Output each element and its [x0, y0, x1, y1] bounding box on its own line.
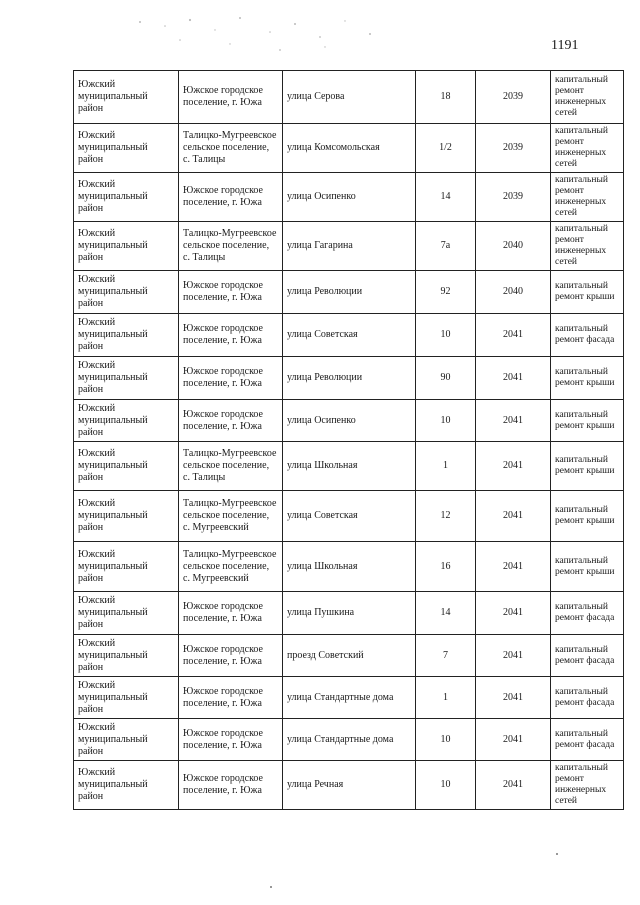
year-cell: 2039	[476, 71, 551, 124]
street-cell: улица Пушкина	[283, 592, 416, 635]
street-cell: улица Стандартные дома	[283, 677, 416, 719]
year-cell: 2041	[476, 761, 551, 810]
year-cell: 2039	[476, 124, 551, 173]
work-type-cell: капитальный ремонт фасада	[551, 719, 624, 761]
table-body	[74, 71, 624, 810]
table-row	[74, 271, 624, 314]
year-cell: 2041	[476, 635, 551, 677]
year-cell: 2041	[476, 719, 551, 761]
street-cell: улица Советская	[283, 314, 416, 357]
settlement-cell: Южское городское поселение, г. Южа	[179, 71, 283, 124]
house-number-cell: 92	[416, 271, 476, 314]
work-type-cell: капитальный ремонт инженерных сетей	[551, 124, 624, 173]
settlement-cell: Южское городское поселение, г. Южа	[179, 314, 283, 357]
house-number-cell: 10	[416, 314, 476, 357]
street-cell: улица Советская	[283, 491, 416, 542]
district-cell: Южский муниципальный район	[74, 71, 179, 124]
table-row	[74, 542, 624, 592]
street-cell: улица Революции	[283, 357, 416, 400]
year-cell: 2041	[476, 592, 551, 635]
table-row	[74, 314, 624, 357]
table-row	[74, 761, 624, 810]
district-cell: Южский муниципальный район	[74, 442, 179, 491]
year-cell: 2041	[476, 677, 551, 719]
district-cell: Южский муниципальный район	[74, 635, 179, 677]
house-number-cell: 14	[416, 173, 476, 222]
scan-speck	[556, 853, 558, 855]
work-type-cell: капитальный ремонт крыши	[551, 400, 624, 442]
street-cell: улица Школьная	[283, 442, 416, 491]
house-number-cell: 1	[416, 442, 476, 491]
table-row	[74, 71, 624, 124]
year-cell: 2041	[476, 491, 551, 542]
repair-schedule-table	[73, 70, 624, 810]
work-type-cell: капитальный ремонт крыши	[551, 271, 624, 314]
year-cell: 2040	[476, 222, 551, 271]
district-cell: Южский муниципальный район	[74, 719, 179, 761]
house-number-cell: 16	[416, 542, 476, 592]
work-type-cell: капитальный ремонт крыши	[551, 357, 624, 400]
table-row	[74, 491, 624, 542]
district-cell: Южский муниципальный район	[74, 677, 179, 719]
table-row	[74, 635, 624, 677]
house-number-cell: 90	[416, 357, 476, 400]
house-number-cell: 10	[416, 761, 476, 810]
year-cell: 2041	[476, 357, 551, 400]
work-type-cell: капитальный ремонт инженерных сетей	[551, 761, 624, 810]
page-number: 1191	[551, 38, 579, 53]
district-cell: Южский муниципальный район	[74, 761, 179, 810]
street-cell: улица Комсомольская	[283, 124, 416, 173]
street-cell: улица Речная	[283, 761, 416, 810]
district-cell: Южский муниципальный район	[74, 400, 179, 442]
settlement-cell: Южское городское поселение, г. Южа	[179, 592, 283, 635]
house-number-cell: 10	[416, 400, 476, 442]
work-type-cell: капитальный ремонт крыши	[551, 491, 624, 542]
settlement-cell: Южское городское поселение, г. Южа	[179, 761, 283, 810]
table-row	[74, 222, 624, 271]
table-row	[74, 719, 624, 761]
table-row	[74, 357, 624, 400]
settlement-cell: Южское городское поселение, г. Южа	[179, 173, 283, 222]
settlement-cell: Талицко-Мугреевское сельское поселение, с. Мугреевский	[179, 542, 283, 592]
house-number-cell: 7а	[416, 222, 476, 271]
year-cell: 2041	[476, 400, 551, 442]
work-type-cell: капитальный ремонт фасада	[551, 635, 624, 677]
house-number-cell: 1	[416, 677, 476, 719]
year-cell: 2040	[476, 271, 551, 314]
house-number-cell: 10	[416, 719, 476, 761]
settlement-cell: Южское городское поселение, г. Южа	[179, 400, 283, 442]
street-cell: улица Революции	[283, 271, 416, 314]
district-cell: Южский муниципальный район	[74, 491, 179, 542]
street-cell: улица Стандартные дома	[283, 719, 416, 761]
work-type-cell: капитальный ремонт крыши	[551, 542, 624, 592]
settlement-cell: Талицко-Мугреевское сельское поселение, с. Мугреевский	[179, 491, 283, 542]
year-cell: 2039	[476, 173, 551, 222]
work-type-cell: капитальный ремонт крыши	[551, 442, 624, 491]
house-number-cell: 18	[416, 71, 476, 124]
settlement-cell: Талицко-Мугреевское сельское поселение, с. Талицы	[179, 124, 283, 173]
settlement-cell: Южское городское поселение, г. Южа	[179, 635, 283, 677]
district-cell: Южский муниципальный район	[74, 357, 179, 400]
work-type-cell: капитальный ремонт фасада	[551, 677, 624, 719]
house-number-cell: 1/2	[416, 124, 476, 173]
street-cell: проезд Советский	[283, 635, 416, 677]
district-cell: Южский муниципальный район	[74, 542, 179, 592]
district-cell: Южский муниципальный район	[74, 222, 179, 271]
settlement-cell: Южское городское поселение, г. Южа	[179, 357, 283, 400]
street-cell: улица Школьная	[283, 542, 416, 592]
district-cell: Южский муниципальный район	[74, 314, 179, 357]
table-row	[74, 442, 624, 491]
work-type-cell: капитальный ремонт фасада	[551, 592, 624, 635]
house-number-cell: 14	[416, 592, 476, 635]
street-cell: улица Осипенко	[283, 173, 416, 222]
year-cell: 2041	[476, 542, 551, 592]
street-cell: улица Гагарина	[283, 222, 416, 271]
table-row	[74, 173, 624, 222]
work-type-cell: капитальный ремонт фасада	[551, 314, 624, 357]
settlement-cell: Южское городское поселение, г. Южа	[179, 677, 283, 719]
house-number-cell: 12	[416, 491, 476, 542]
district-cell: Южский муниципальный район	[74, 173, 179, 222]
district-cell: Южский муниципальный район	[74, 271, 179, 314]
work-type-cell: капитальный ремонт инженерных сетей	[551, 71, 624, 124]
settlement-cell: Южское городское поселение, г. Южа	[179, 271, 283, 314]
house-number-cell: 7	[416, 635, 476, 677]
table-row	[74, 400, 624, 442]
street-cell: улица Серова	[283, 71, 416, 124]
year-cell: 2041	[476, 442, 551, 491]
table-row	[74, 677, 624, 719]
settlement-cell: Южское городское поселение, г. Южа	[179, 719, 283, 761]
scan-speck	[270, 886, 272, 888]
year-cell: 2041	[476, 314, 551, 357]
district-cell: Южский муниципальный район	[74, 592, 179, 635]
table-row	[74, 592, 624, 635]
table-row	[74, 124, 624, 173]
settlement-cell: Талицко-Мугреевское сельское поселение, с. Талицы	[179, 222, 283, 271]
district-cell: Южский муниципальный район	[74, 124, 179, 173]
settlement-cell: Талицко-Мугреевское сельское поселение, с. Талицы	[179, 442, 283, 491]
work-type-cell: капитальный ремонт инженерных сетей	[551, 173, 624, 222]
scan-noise	[120, 12, 420, 62]
work-type-cell: капитальный ремонт инженерных сетей	[551, 222, 624, 271]
street-cell: улица Осипенко	[283, 400, 416, 442]
